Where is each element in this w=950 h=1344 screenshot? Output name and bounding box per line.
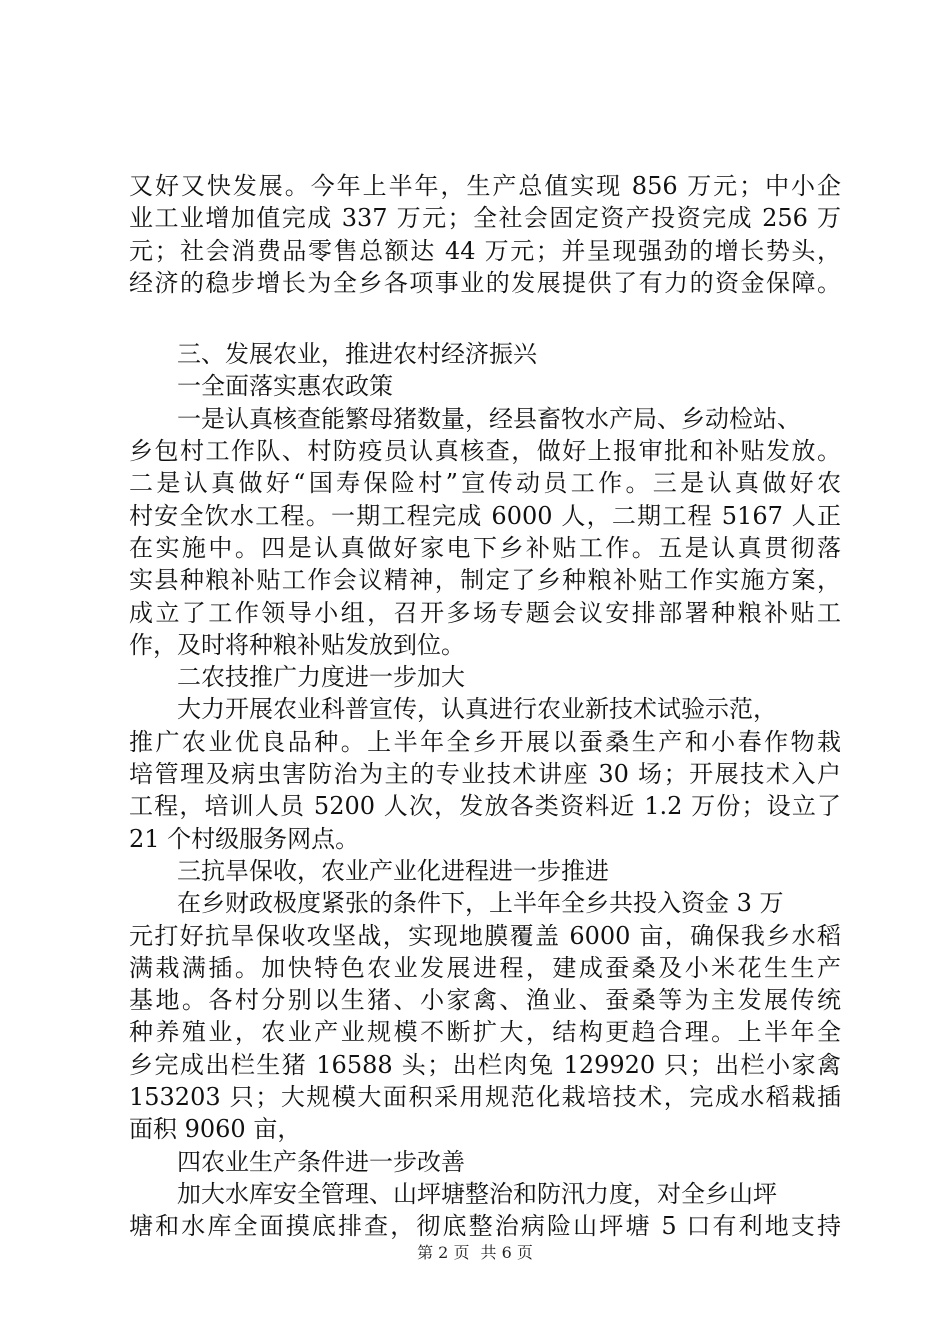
text-line: 乡完成出栏生猪 16588 头；出栏肉兔 129920 只；出栏小家禽 — [129, 1050, 841, 1079]
text-line: 作，及时将种粮补贴发放到位。 — [129, 630, 465, 659]
text-line: 元；社会消费品零售总额达 44 万元；并呈现强劲的增长势头， — [129, 236, 841, 265]
subsection-heading: 三抗旱保收，农业产业化进程进一步推进 — [177, 856, 609, 885]
page-total: 共 6 页 — [480, 1243, 533, 1262]
text-line: 21 个村级服务网点。 — [129, 824, 360, 853]
text-line: 实县种粮补贴工作会议精神，制定了乡种粮补贴工作实施方案， — [129, 566, 841, 595]
section-heading: 三、发展农业，推进农村经济振兴 — [177, 340, 537, 369]
intro-paragraph — [129, 170, 841, 299]
text-line: 乡包村工作队、村防疫员认真核查，做好上报审批和补贴发放。 — [129, 437, 841, 466]
text-line: 又好又快发展。今年上半年，生产总值实现 856 万元；中小企 — [129, 172, 841, 200]
subsection-paragraph — [129, 887, 841, 1145]
text-line: 村安全饮水工程。一期工程完成 6000 人，二期工程 5167 人正 — [129, 501, 841, 530]
page-footer — [0, 1240, 950, 1263]
text-line: 在实施中。四是认真做好家电下乡补贴工作。五是认真贯彻落 — [129, 533, 841, 562]
text-line: 加大水库安全管理、山坪塘整治和防汛力度，对全乡山坪 — [177, 1179, 777, 1208]
subsection-paragraph — [129, 1178, 841, 1243]
text-line: 基地。各村分别以生猪、小家禽、渔业、蚕桑等为主发展传统 — [129, 986, 841, 1015]
text-line: 工程，培训人员 5200 人次，发放各类资料近 1.2 万份；设立了 — [129, 792, 841, 821]
text-line: 二是认真做好“国寿保险村”宣传动员工作。三是认真做好农 — [129, 469, 841, 498]
text-line: 一是认真核查能繁母猪数量，经县畜牧水产局、乡动检站、 — [177, 404, 801, 433]
text-line: 推广农业优良品种。上半年全乡开展以蚕桑生产和小春作物栽 — [129, 727, 841, 756]
text-line: 业工业增加值完成 337 万元；全社会固定资产投资完成 256 万 — [129, 204, 841, 233]
subsection-heading: 四农业生产条件进一步改善 — [177, 1147, 465, 1176]
document-body — [129, 170, 841, 1243]
page-number: 第 2 页 — [417, 1243, 470, 1262]
text-line: 成立了工作领导小组，召开多场专题会议安排部署种粮补贴工 — [129, 598, 841, 627]
subsection-paragraph — [129, 403, 841, 661]
subsection-heading: 二农技推广力度进一步加大 — [177, 663, 465, 692]
text-line: 153203 只；大规模大面积采用规范化栽培技术，完成水稻栽插 — [129, 1083, 841, 1112]
text-line: 塘和水库全面摸底排查，彻底整治病险山坪塘 5 口有利地支持 — [129, 1212, 841, 1241]
text-line: 面积 9060 亩， — [129, 1115, 302, 1144]
text-line: 满栽满插。加快特色农业发展进程，建成蚕桑及小米花生生产 — [129, 953, 841, 982]
text-line: 元打好抗旱保收攻坚战，实现地膜覆盖 6000 亩，确保我乡水稻 — [129, 921, 841, 950]
text-line: 培管理及病虫害防治为主的专业技术讲座 30 场；开展技术入户 — [129, 760, 841, 789]
text-line: 种养殖业，农业产业规模不断扩大，结构更趋合理。上半年全 — [129, 1018, 841, 1047]
subsection-paragraph — [129, 693, 841, 854]
subsection-heading: 一全面落实惠农政策 — [177, 372, 393, 401]
paragraph-gap — [129, 299, 841, 338]
text-line: 经济的稳步增长为全乡各项事业的发展提供了有力的资金保障。 — [129, 268, 841, 297]
text-line: 在乡财政极度紧张的条件下，上半年全乡共投入资金 3 万 — [177, 889, 784, 918]
text-line: 大力开展农业科普宣传，认真进行农业新技术试验示范， — [177, 695, 777, 724]
